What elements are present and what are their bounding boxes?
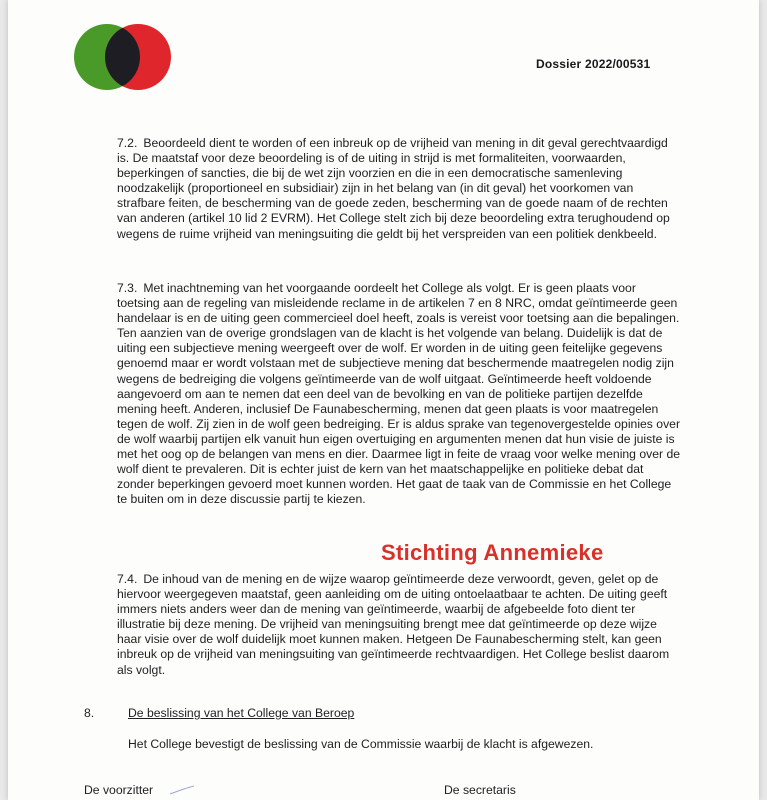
logo-icon — [74, 22, 174, 92]
section-text: Met inachtneming van het voorgaande oordeelt het College als volgt. Er is geen plaats voor toetsing aan de regeling van misleidende reclame in de artikelen 7 en 8 NRC, omdat geïntimeerde geen handelaar is en de uiting geen commercieel doel heeft, zoals is vereist voor toetsing aan die bepalingen. Ten aanzien van de overige grondslagen van de klacht is het volgende van belang. Duidelijk is dat de uiting een subjectieve mening weergeeft over de wolf. Er worden in de uiting geen feitelijke gegevens genoemd maar er wordt volstaan met de subjectieve mening dat beschermende maatregelen nodig zijn wegens de bedreiging die volgens geïntimeerde van de wolf uitgaat. Geïntimeerde heeft voldoende aangevoerd om aan te nemen dat een deel van de bevolking en van de politieke partijen dezelfde mening heeft. Anderen, inclusief De Faunabescherming, menen dat geen plaats is voor maatregelen tegen de wolf. Zij zien in de wolf geen bedreiging. Er is aldus sprake van tegenovergestelde opinies over de wolf waarbij partijen elk vanuit hun eigen overtuiging en argumenten menen dat hun visie de juiste is met het oog op de belangen van mens en dier. Daarmee ligt in feite de vraag voor welke mening over de wolf dient te prevaleren. Dit is echter juist de kern van het maatschappelijke en politieke debat dat zonder beperkingen gevoerd moet kunnen worden. Het gaat de taak van de Commissie en het College te buiten om in deze discussie partij te kiezen. — [117, 281, 680, 507]
secretary-label: De secretaris — [444, 783, 516, 797]
chair-label: De voorzitter — [84, 783, 154, 797]
watermark-text: Stichting Annemieke — [381, 540, 604, 565]
section-number: 7.3. — [117, 281, 138, 295]
decision-title: De beslissing van het College van Beroep — [128, 706, 355, 720]
section-7-2 — [117, 136, 681, 242]
dossier-number: Dossier 2022/00531 — [536, 57, 651, 71]
decision-number: 8. — [84, 706, 95, 720]
section-text: Beoordeeld dient te worden of een inbreuk op de vrijheid van mening in dit geval gerechtvaardigd is. De maatstaf voor deze beoordeling is of de uiting in strijd is met formaliteiten, voorwaarden, beperkingen of sancties, die bij de wet zijn voorzien en die in een democratische samenleving noodzakelijk (proportioneel en subsidiair) zijn in het belang van (in dit geval) het voorkomen van strafbare feiten, de bescherming van de goede zeden, bescherming van de goede naam of de rechten van anderen (artikel 10 lid 2 EVRM). Het College stelt zich bij deze beoordeling extra terughoudend op wegens de ruime vrijheid van meningsuiting die geldt bij het verspreiden van een politiek denkbeeld. — [117, 136, 670, 241]
decision-text: Het College bevestigt de beslissing van de Commissie waarbij de klacht is afgewezen. — [128, 737, 594, 751]
section-number: 7.4. — [117, 572, 138, 586]
section-7-3 — [117, 281, 681, 507]
signature-scribble-icon — [168, 782, 218, 796]
section-7-4 — [117, 572, 681, 678]
section-text: De inhoud van de mening en de wijze waarop geïntimeerde deze verwoordt, geven, gelet op de hiervoor weergegeven maatstaf, geen aanleiding om de uiting ontoelaatbaar te achten. De uiting geeft immers niets anders weer dan de mening van geïntimeerde, waarbij de afgebeelde foto dient ter illustratie bij deze mening. De vrijheid van meningsuiting brengt mee dat geïntimeerde op deze wijze haar visie over de wolf duidelijk moet kunnen maken. Hetgeen De Faunabescherming stelt, kan geen inbreuk op de vrijheid van meningsuiting van geïntimeerde rechtvaardigen. Het College beslist daarom als volgt. — [117, 572, 670, 677]
section-number: 7.2. — [117, 136, 138, 150]
document-page — [8, 0, 759, 800]
